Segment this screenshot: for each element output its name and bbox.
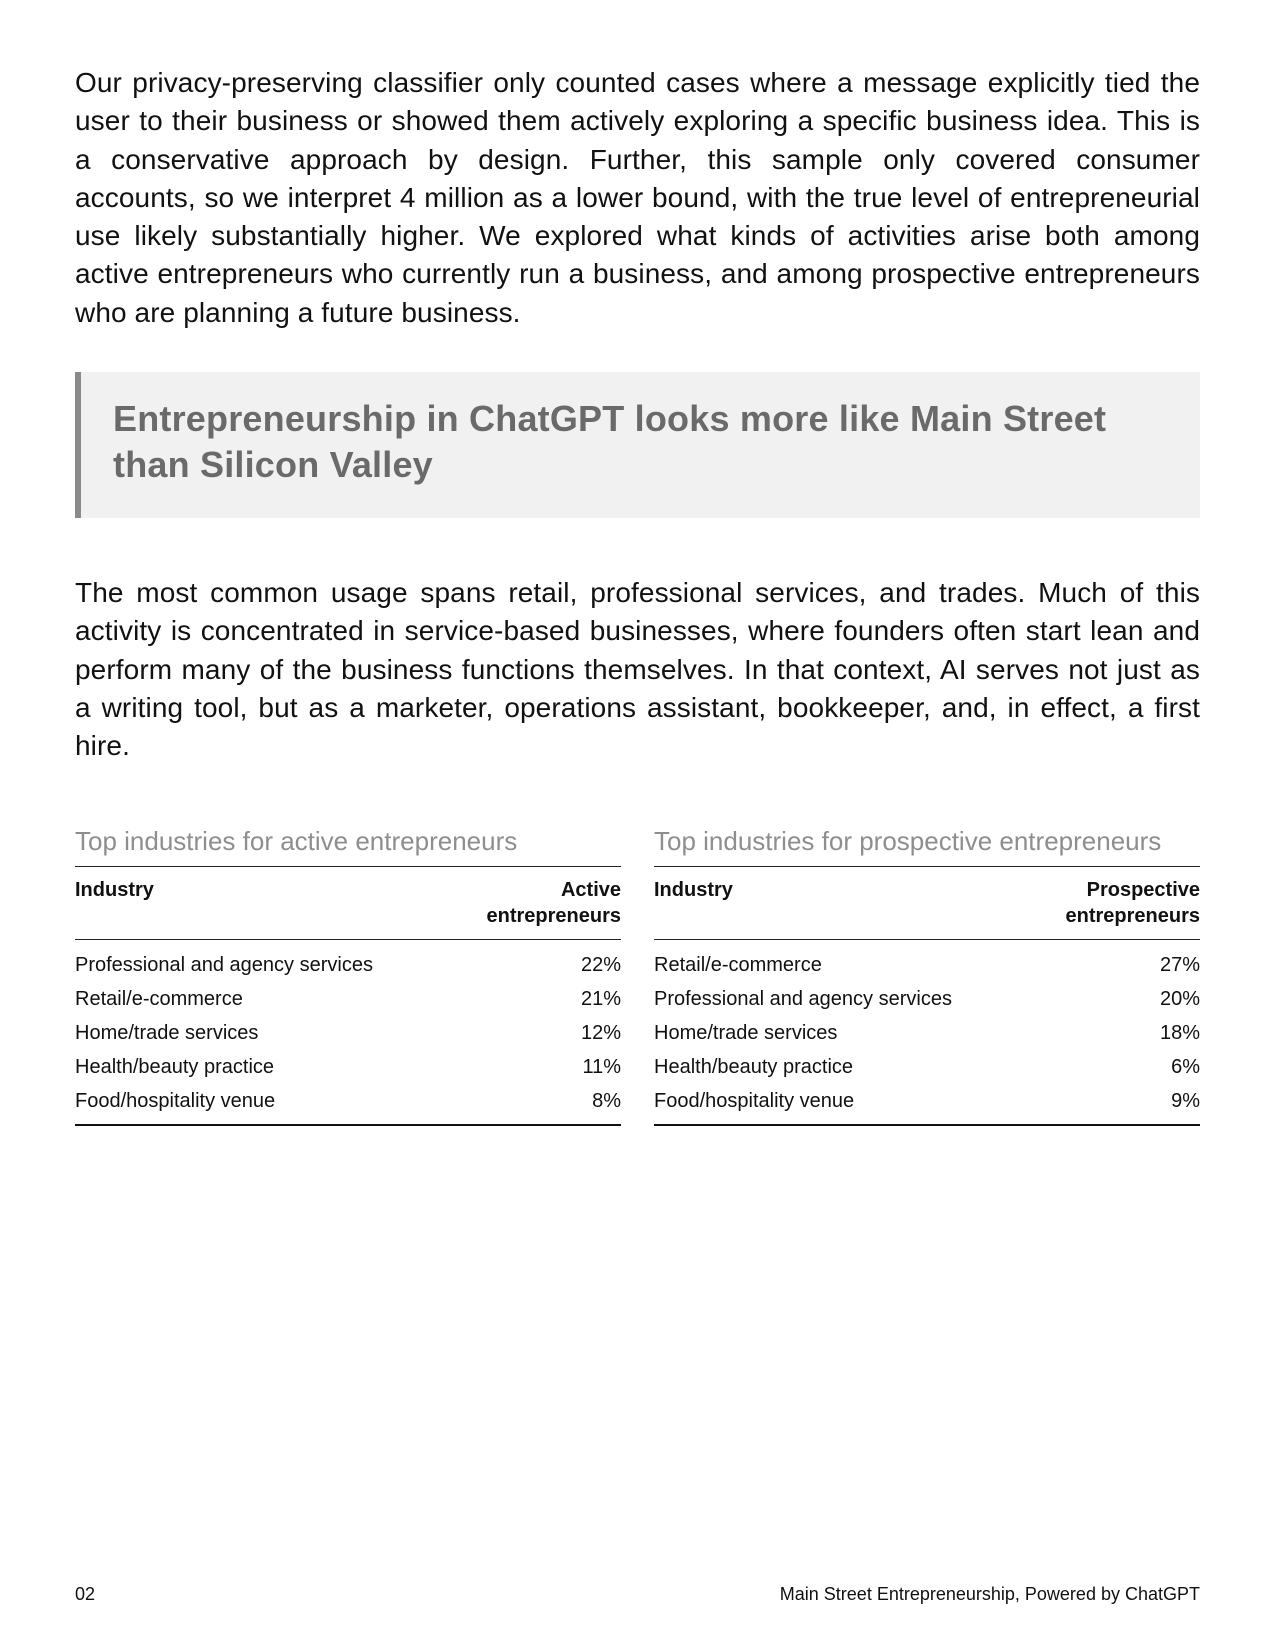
value-cell: 22% — [580, 954, 621, 976]
document-title: Main Street Entrepreneurship, Powered by ChatGPT — [779, 1584, 1200, 1604]
table-row — [75, 940, 621, 983]
intro-paragraph: Our privacy-preserving classifier only counted cases where a message explicitly tied the user to their business or showed them actively exploring a specific business idea. This is a conservative approach by design. Further, this sample only covered consumer accounts, so we interpret 4 million as a lower bound, with the true level of entrepreneurial use likely substantially higher. We explored what kinds of activities arise both among active entrepreneurs who currently run a business, and among prospective entrepreneurs who are planning a future business. — [75, 67, 1200, 328]
tables-row — [75, 824, 1200, 1126]
industry-cell: Retail/e-commerce — [75, 988, 243, 1010]
table-row — [654, 940, 1200, 983]
industry-cell: Health/beauty practice — [654, 1056, 854, 1078]
industry-cell: Food/hospitality venue — [654, 1090, 855, 1112]
table-row — [75, 1050, 621, 1084]
callout-title: Entrepreneurship in ChatGPT looks more like Main Street than Silicon Valley — [113, 398, 1107, 486]
body-paragraph: The most common usage spans retail, professional services, and trades. Much of this activity is concentrated in service-based businesses, where founders often start lean and perform many of the business functions themselves. In that context, AI serves not just as a writing tool, but as a marketer, operations assistant, bookkeeper, and, in effect, a first hire. — [75, 577, 1200, 762]
industry-cell: Professional and agency services — [75, 954, 373, 976]
active-table-caption: Top industries for active entrepreneurs — [75, 824, 621, 867]
value-cell: 6% — [1171, 1056, 1200, 1078]
table-row — [75, 982, 621, 1016]
table-row — [654, 1050, 1200, 1084]
industry-cell: Home/trade services — [654, 1022, 838, 1044]
active-industries-table — [75, 867, 621, 1126]
table-header-row — [75, 867, 621, 940]
table-row — [75, 1016, 621, 1050]
table-row — [654, 1016, 1200, 1050]
page-number: 02 — [75, 1584, 96, 1604]
industry-cell: Home/trade services — [75, 1022, 259, 1044]
active-table-block — [75, 824, 621, 1126]
value-cell: 21% — [580, 988, 621, 1010]
value-cell: 27% — [1159, 954, 1200, 976]
column-header-industry: Industry — [654, 867, 1040, 940]
column-header-active: Active entrepreneurs — [461, 867, 621, 940]
industry-cell: Professional and agency services — [654, 988, 952, 1010]
column-header-prospective: Prospective entrepreneurs — [1040, 867, 1200, 940]
value-cell: 12% — [580, 1022, 621, 1044]
table-header-row — [654, 867, 1200, 940]
value-cell: 20% — [1159, 988, 1200, 1010]
value-cell: 11% — [582, 1056, 621, 1078]
value-cell: 18% — [1159, 1022, 1200, 1044]
column-header-industry: Industry — [75, 867, 461, 940]
industry-cell: Food/hospitality venue — [75, 1090, 276, 1112]
callout-box — [75, 372, 1200, 518]
value-cell: 8% — [592, 1090, 621, 1112]
table-row — [654, 1084, 1200, 1125]
prospective-industries-table — [654, 867, 1200, 1126]
page-footer — [75, 1584, 1200, 1605]
value-cell: 9% — [1171, 1090, 1200, 1112]
industry-cell: Retail/e-commerce — [654, 954, 822, 976]
prospective-table-block — [654, 824, 1200, 1126]
table-row — [654, 982, 1200, 1016]
page-content — [75, 64, 1200, 766]
table-row — [75, 1084, 621, 1125]
industry-cell: Health/beauty practice — [75, 1056, 275, 1078]
prospective-table-caption: Top industries for prospective entrepreneurs — [654, 824, 1200, 867]
